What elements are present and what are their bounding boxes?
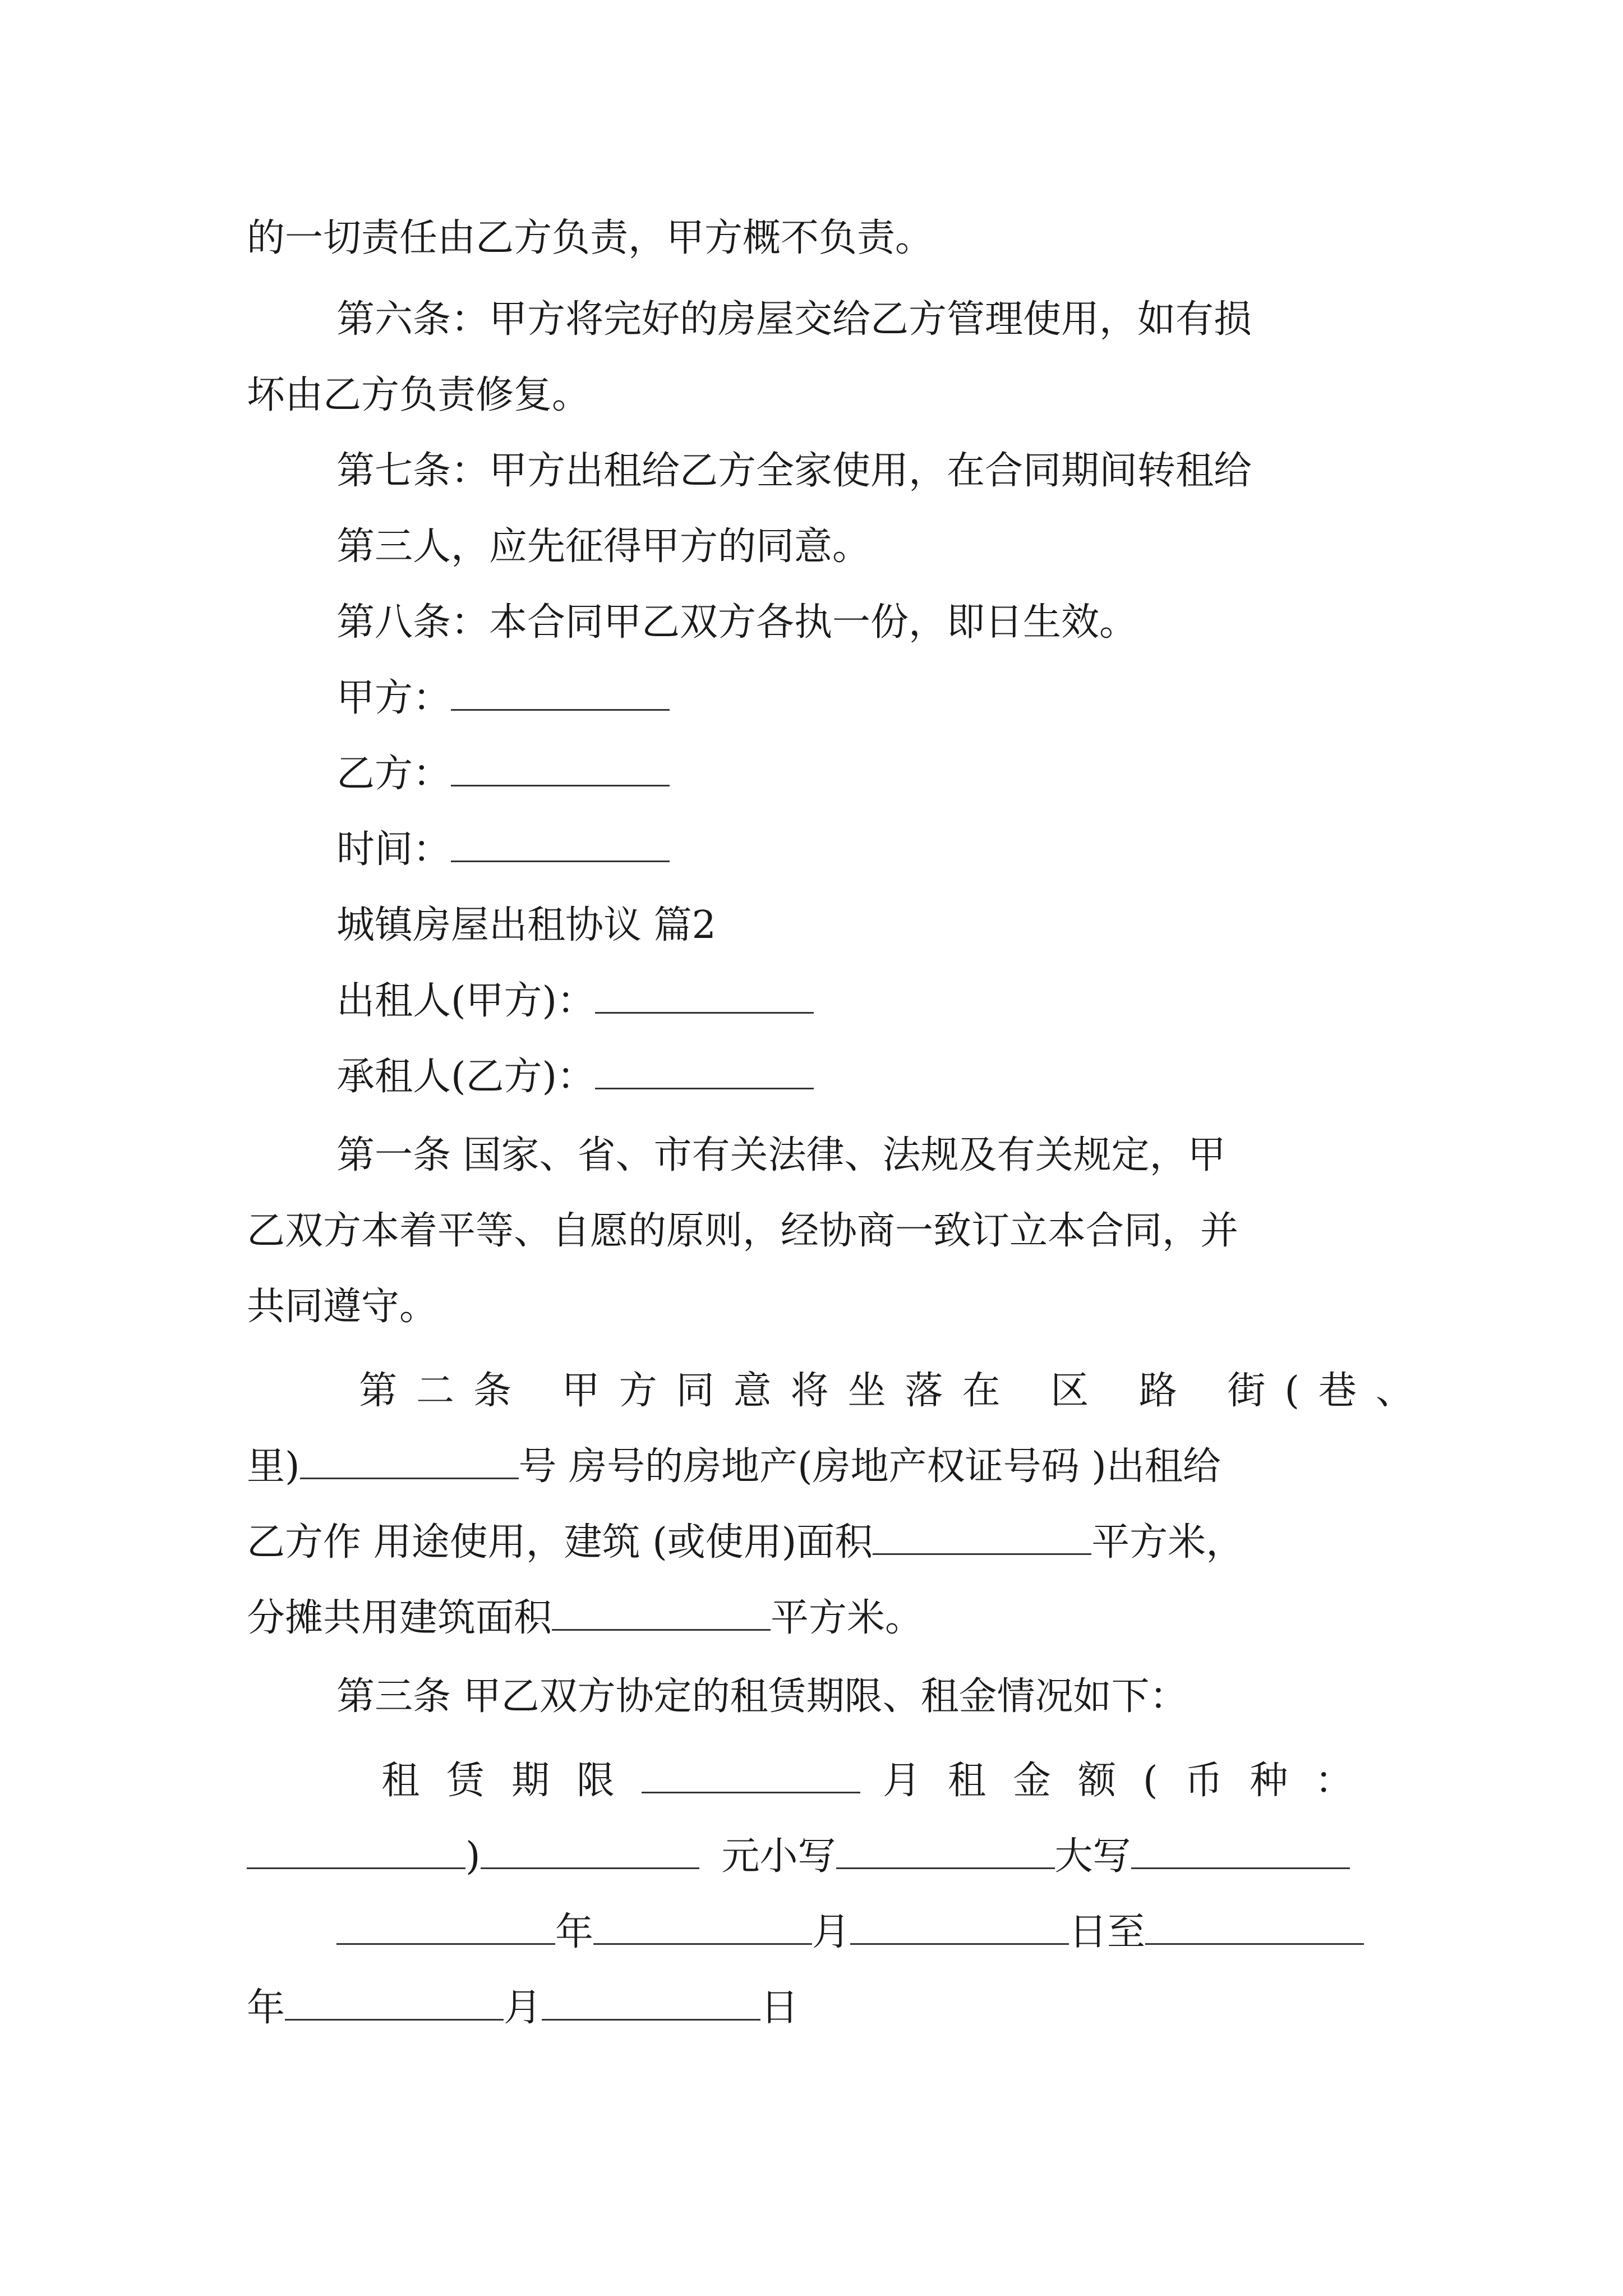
- start-month-blank[interactable]: [593, 1910, 812, 1945]
- start-year-label: 年: [555, 1910, 594, 1954]
- lessee-label: 承租人(乙方)：: [336, 1055, 596, 1099]
- start-day-to-label: 日至: [1069, 1910, 1146, 1954]
- end-month-blank[interactable]: [285, 1985, 504, 2021]
- lessee-field: [336, 1049, 814, 1105]
- article-2-line-4-start: 分摊共用建筑面积: [247, 1596, 552, 1640]
- uppercase-amount-label: 大写: [1054, 1834, 1131, 1879]
- article-7-line-2: 第三人，应先征得甲方的同意。: [336, 524, 871, 569]
- end-month-label: 月: [504, 1986, 542, 2030]
- article-8-line: 第八条：本合同甲乙双方各执一份，即日生效。: [336, 600, 1138, 645]
- end-year-label: 年: [247, 1986, 285, 2030]
- article-1-line-3: 共同遵守。: [247, 1285, 438, 1329]
- currency-blank[interactable]: [247, 1834, 465, 1869]
- lowercase-amount-blank[interactable]: [836, 1834, 1055, 1869]
- text-line-1: 的一切责任由乙方负责，甲方概不负责。: [247, 216, 934, 260]
- party-b-blank[interactable]: [451, 751, 670, 786]
- lease-term-blank[interactable]: [642, 1758, 860, 1793]
- date-label: 时间：: [336, 827, 451, 872]
- lowercase-amount-label: 元小写: [721, 1834, 836, 1879]
- article-2-line-2: [247, 1439, 1221, 1495]
- article-7-line-1: 第七条：甲方出租给乙方全家使用，在合同期间转租给: [336, 449, 1252, 493]
- party-b-label: 乙方：: [336, 752, 451, 796]
- article-3-line-4: [336, 1904, 1364, 1961]
- article-3-line-2: [381, 1753, 1380, 1809]
- article-2-line-1: 第二条 甲方同意将坐落在 区 路 街(巷、: [359, 1369, 1433, 1413]
- date-signature-field: [336, 822, 670, 878]
- article-2-line-3-start: 乙方作 用途使用，建筑 (或使用)面积: [247, 1520, 873, 1565]
- lessee-blank[interactable]: [595, 1054, 814, 1089]
- party-b-signature-field: [336, 746, 670, 802]
- article-3-line-5: [247, 1980, 799, 2036]
- lease-term-label: 租赁期限: [381, 1759, 642, 1803]
- end-year-blank[interactable]: [1145, 1910, 1364, 1945]
- end-day-blank[interactable]: [542, 1985, 760, 2021]
- article-2-line-3-end: 平方米，: [1091, 1520, 1244, 1565]
- floor-area-blank[interactable]: [873, 1520, 1091, 1555]
- rent-blank[interactable]: [481, 1834, 699, 1869]
- article-6-line-1: 第六条：甲方将完好的房屋交给乙方管理使用，如有损: [336, 297, 1252, 342]
- article-1-line-1: 第一条 国家、省、市有关法律、法规及有关规定，甲: [336, 1133, 1226, 1177]
- lessor-field: [336, 973, 814, 1029]
- article-1-line-2: 乙双方本着平等、自愿的原则，经协商一致订立本合同，并: [247, 1209, 1239, 1253]
- monthly-rent-label: 月租金额(币种：: [883, 1759, 1380, 1803]
- article-2-line-3: [247, 1515, 1244, 1571]
- date-blank[interactable]: [451, 827, 670, 862]
- lessor-label: 出租人(甲方)：: [336, 979, 596, 1023]
- uppercase-amount-blank[interactable]: [1131, 1834, 1350, 1869]
- start-day-blank[interactable]: [850, 1910, 1069, 1945]
- shared-area-blank[interactable]: [552, 1595, 771, 1631]
- end-day-label: 日: [760, 1986, 799, 2030]
- section-heading: 城镇房屋出租协议 篇2: [336, 903, 716, 947]
- article-2-line-4-end: 平方米。: [771, 1596, 924, 1640]
- article-6-line-2: 坏由乙方负责修复。: [247, 373, 591, 417]
- article-2-line-2-end: 号 房号的房地产(房地产权证号码 )出租给: [518, 1444, 1221, 1489]
- start-month-label: 月: [812, 1910, 851, 1954]
- party-a-label: 甲方：: [336, 676, 451, 720]
- article-3-line-3: [247, 1829, 1350, 1885]
- start-year-blank[interactable]: [336, 1910, 555, 1945]
- currency-close-paren: ): [465, 1834, 481, 1879]
- party-a-blank[interactable]: [451, 675, 670, 711]
- article-2-line-2-start: 里): [247, 1444, 300, 1489]
- article-3-line-1: 第三条 甲乙双方协定的租赁期限、租金情况如下：: [336, 1674, 1188, 1719]
- article-2-line-4: [247, 1590, 923, 1646]
- party-a-signature-field: [336, 670, 670, 726]
- article-2-number-blank[interactable]: [300, 1444, 519, 1479]
- lessor-blank[interactable]: [595, 978, 814, 1014]
